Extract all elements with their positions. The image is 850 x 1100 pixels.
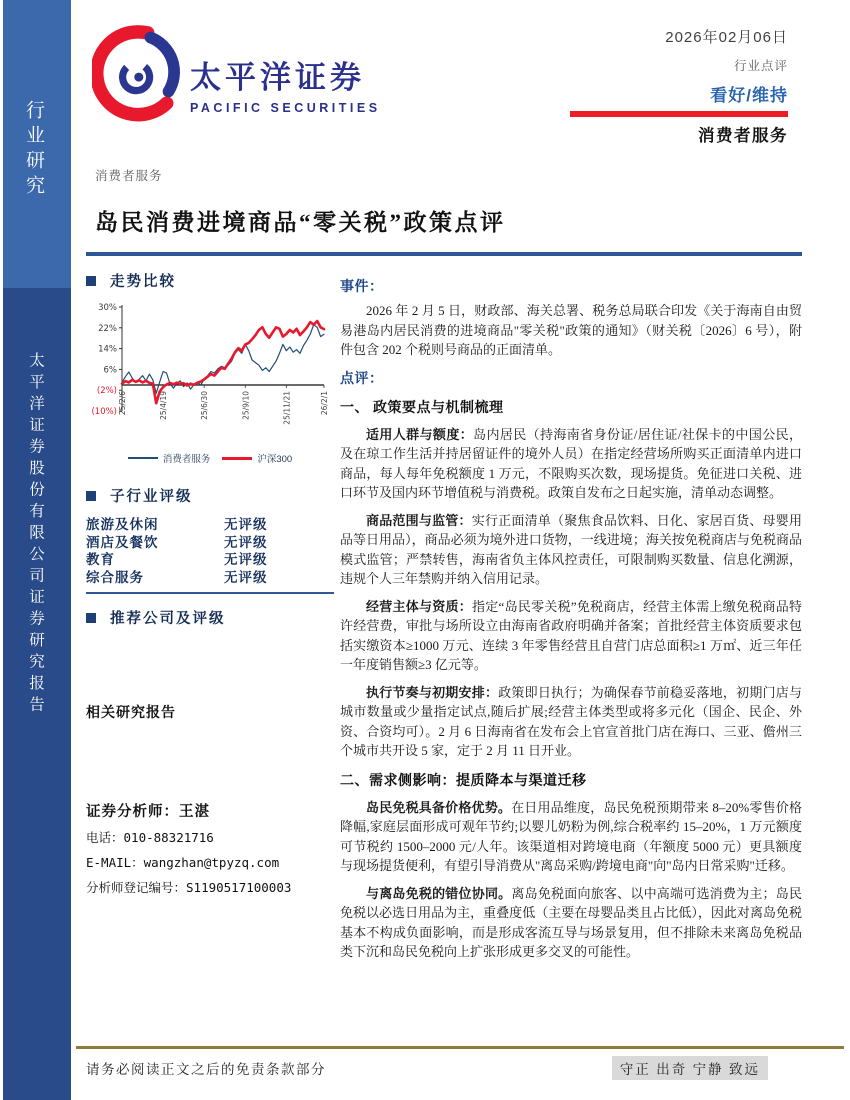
x-tick-label: 25/4/19 (159, 391, 169, 420)
analyst-label: 证券分析师： (86, 804, 179, 820)
report-body (340, 276, 802, 970)
analyst-info (86, 800, 334, 896)
legend-item (222, 451, 292, 465)
analyst-reg-no: S1190517100003 (186, 880, 292, 895)
section-heading: 二、需求侧影响：提质降本与渠道迁移 (340, 773, 587, 789)
trend-chart-svg (86, 299, 330, 449)
sub-ratings-table (86, 516, 334, 586)
y-tick-label: 14% (98, 344, 117, 355)
analyst-reg-line (86, 878, 334, 896)
comment-paragraph: 商品范围与监管：实行正面清单（聚焦食品饮料、日化、家居百货、母婴用品等日用品），商品必须为境外进口货物，一线进境；海关按免税商店与免税商品模式监管；严禁转售，海南省负主体风控责任，可限制购买数量、信息化溯源，违规个人三年禁购并纳入信用记录。 (340, 512, 802, 586)
rating-value: 无评级 (224, 534, 268, 550)
comment-paragraph: 与离岛免税的错位协同。离岛免税面向旅客、以中高端可选消费为主；岛民免税以必选日用品为主，重叠度低（主要在母婴品类且占比低），因此对离岛免税基本不构成负面影响，而是形成客流互导与场景复用，但不排除未来离岛免税品类下沉和岛民免税向上扩张形成更多交叉的可能性。 (340, 885, 802, 959)
phone-label: 电话： (86, 830, 124, 845)
y-tick-label: 6% (103, 365, 117, 376)
rating-row (86, 551, 334, 569)
legend-line-icon (222, 457, 252, 460)
legend-label: 消费者服务 (162, 454, 211, 465)
report-type: 行业点评 (733, 59, 788, 73)
x-tick-label: 25/6/30 (200, 391, 210, 420)
analyst-name: 王湛 (179, 804, 210, 820)
x-tick-label: 25/9/10 (241, 391, 251, 420)
left-column (86, 270, 334, 896)
paragraph-lead: 商品范围与监管： (366, 512, 472, 528)
event-paragraph: 2026 年 2 月 5 日，财政部、海关总署、税务总局联合印发《关于海南自由贸易港岛内居民消费的进境商品"零关税"政策的通知》（财关税〔2026〕6 号），附件包含 202 个税则号商品的正面清单。 (340, 303, 802, 357)
rating-name: 教育 (86, 552, 115, 567)
legend-label: 沪深300 (257, 454, 293, 465)
y-tick-label: 22% (98, 323, 117, 334)
rating-name: 酒店及餐饮 (86, 534, 159, 550)
comment-label: 点评： (340, 371, 384, 387)
pacific-securities-logo-icon (92, 24, 182, 132)
x-tick-label: 25/2/6 (118, 391, 127, 416)
rating-name: 旅游及休闲 (86, 517, 159, 532)
logo-dot (134, 73, 143, 82)
rating-row (86, 569, 334, 587)
report-date: 2026年02月06日 (665, 29, 788, 46)
y-tick-label: 30% (98, 303, 117, 313)
y-tick-label: (10%) (91, 407, 117, 417)
y-tick-label: (2%) (96, 386, 117, 397)
paragraph-lead: 与离岛免税的错位协同。 (366, 885, 512, 901)
square-bullet-icon (86, 491, 96, 501)
title-divider (86, 252, 802, 256)
sidebar-industry-research-label: 行业研究 (3, 0, 71, 288)
comment-paragraph: 岛民免税具备价格优势。在日用品维度，岛民免税预期带来 8–20%零售价格降幅,家庭层面形成可观年节约;以婴儿奶粉为例,综合税率约 15–20%，1 万元额度可节税约 1500–2000 元/人年。该渠道相对跨境电商（年额度 5000 元）更具额度与现场提货便利，有望引导消费从"离岛采购/跨境电商"向"岛内日常采购"迁移。 (340, 799, 802, 873)
x-tick-label: 25/11/21 (282, 391, 292, 425)
series-line (122, 321, 324, 403)
x-tick-label: 26/2/1 (320, 391, 329, 416)
footer-motto: 守正 出奇 宁静 致远 (612, 1056, 768, 1080)
trend-section-title: 走势比较 (110, 274, 176, 290)
analyst-phone: 010-88321716 (123, 830, 214, 845)
comment-paragraph: 经营主体与资质：指定“岛民零关税”免税商店，经营主体需上缴免税商品特许经营费，审批与场所设立由海南省政府明确并备案；首批经营主体资质要求包括实缴资本≥1000 万元、连续 3 年零售经营且自营门店总面积≥1 万㎡、近三年任一年度销售额≥3 亿元等。 (340, 598, 802, 672)
legend-item (128, 451, 211, 465)
analyst-name-line (86, 800, 334, 821)
recommend-section-title: 推荐公司及评级 (110, 611, 226, 627)
sub-rating-section-title: 子行业评级 (110, 489, 193, 505)
footer-disclaimer: 请务必阅读正文之后的免责条款部分 (86, 1062, 326, 1077)
brand-header (92, 24, 381, 132)
category-label: 消费者服务 (95, 169, 163, 183)
industry-name: 消费者服务 (698, 127, 788, 145)
paragraph-lead: 经营主体与资质： (366, 598, 473, 614)
paragraph-lead: 岛民免税具备价格优势。 (366, 799, 512, 815)
sidebar (3, 0, 71, 1100)
brand-name-cn: 太平洋证券 (190, 60, 365, 95)
rating-row (86, 516, 334, 534)
comment-paragraph: 执行节奏与初期安排：政策即日执行；为确保春节前稳妥落地，初期门店与城市数量或少量指定试点,随后扩展;经营主体类型或将多元化（国企、民企、外资、合资均可）。2 月 6 日海南省在发布会上官宣首批门店在海口、三亚、儋州三个城市共开设 5 家，定于 2 月 11 日开业。 (340, 684, 802, 758)
paragraph-lead: 适用人群与额度： (366, 426, 474, 442)
logo-blue-arc (151, 38, 175, 92)
rating-name: 综合服务 (86, 569, 144, 585)
footer-divider (76, 1046, 844, 1049)
brand-text (190, 52, 381, 115)
comment-body (340, 397, 802, 962)
rating-row (86, 534, 334, 552)
rating-value: 无评级 (224, 552, 268, 567)
left-divider (86, 592, 334, 594)
analyst-email: wangzhan@tpyzq.com (143, 855, 280, 870)
sidebar-company-label: 太平洋证券股份有限公司证券研究报告 (3, 288, 71, 1100)
brand-name-en: PACIFIC SECURITIES (190, 101, 381, 115)
recommend-section-header (86, 607, 334, 628)
sub-rating-section-header (86, 485, 334, 506)
report-meta (570, 26, 788, 146)
event-label: 事件： (340, 280, 384, 295)
chart-legend (86, 451, 334, 465)
report-title: 岛民消费进境商品“零关税”政策点评 (95, 210, 506, 235)
analyst-email-line (86, 853, 334, 871)
comment-paragraph: 适用人群与额度：岛内居民（持海南省身份证/居住证/社保卡的中国公民，及在琼工作生活并持居留证件的境外人员）在指定经营场所购买正面清单内进口商品，每人每年免税额度 1 万元，不限购买次数，现场提货。免征进口关税、进口环节及国内环节增值税与消费税。政策自发布之日起实施，清单动态调整。 (340, 426, 802, 500)
trend-section-header (86, 270, 334, 291)
legend-line-icon (128, 457, 158, 459)
email-label: E-MAIL： (86, 855, 144, 870)
industry-rating: 看好/维持 (710, 86, 788, 105)
paragraph-lead: 执行节奏与初期安排： (366, 684, 499, 700)
rating-value: 无评级 (224, 569, 268, 585)
rating-value: 无评级 (224, 517, 268, 532)
section-heading: 一、 政策要点与机制梳理 (340, 400, 504, 416)
analyst-phone-line (86, 828, 334, 846)
square-bullet-icon (86, 613, 96, 623)
square-bullet-icon (86, 276, 96, 286)
red-divider (570, 111, 788, 117)
reg-label: 分析师登记编号： (86, 880, 187, 895)
related-reports-title: 相关研究报告 (86, 706, 176, 721)
